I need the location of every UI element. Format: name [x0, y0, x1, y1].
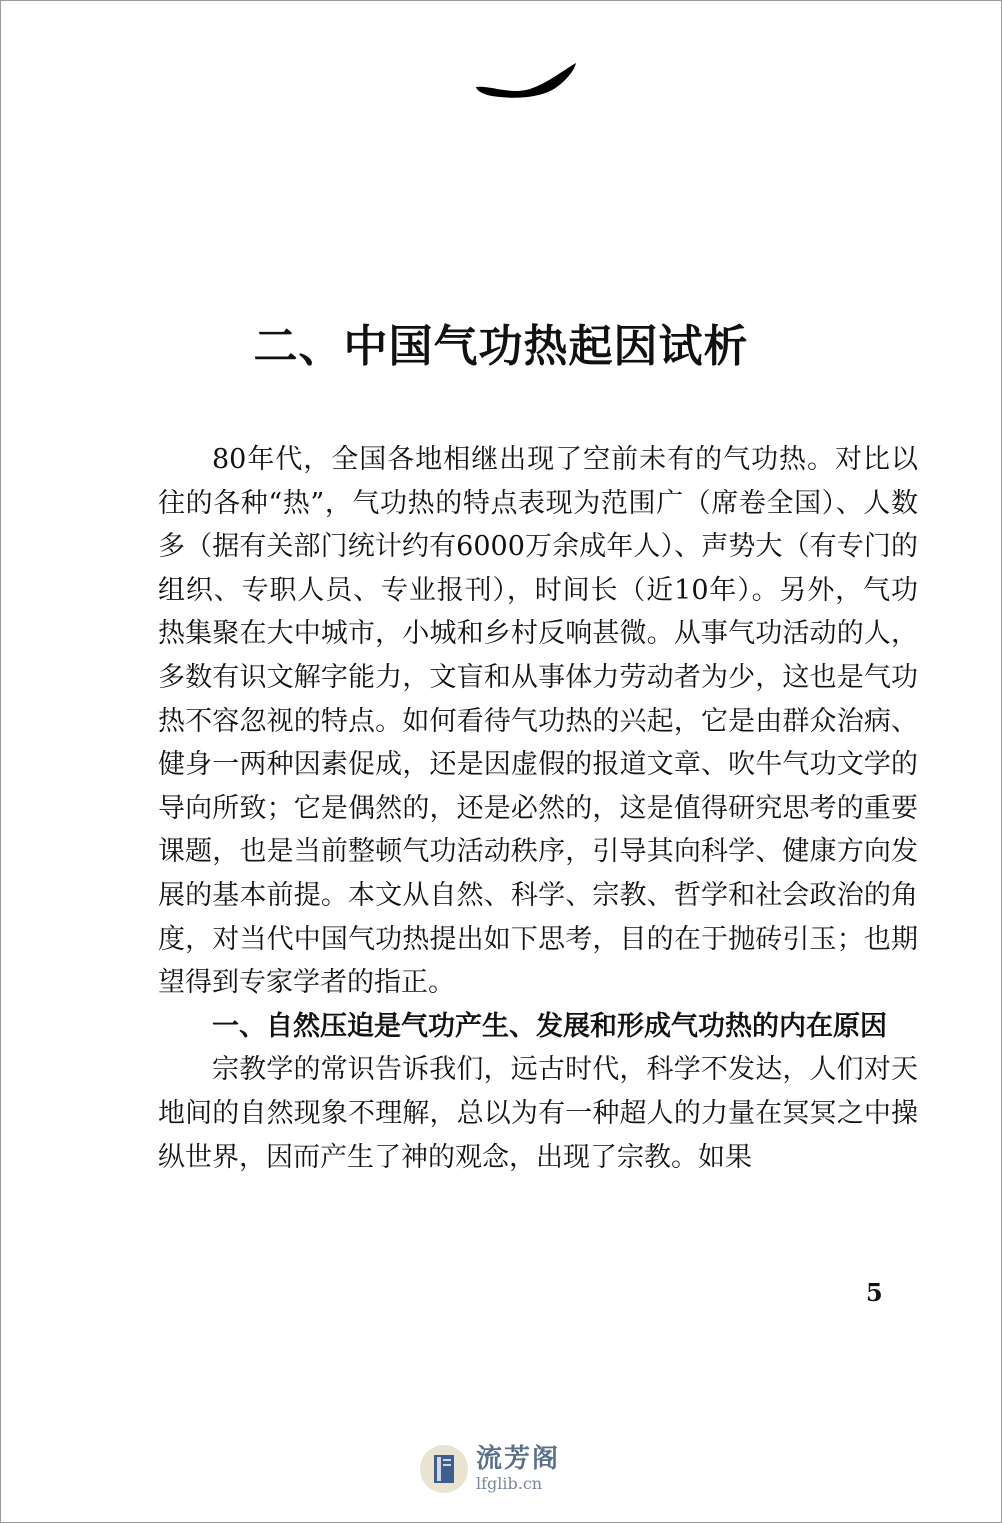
book-icon: [420, 1445, 468, 1493]
section-heading: 一、自然压迫是气功产生、发展和形成气功热的内在原因: [212, 1010, 887, 1042]
chapter-title: 二、中国气功热起因试析: [253, 321, 749, 372]
paragraph: 80年代，全国各地相继出现了空前未有的气功热。对比以往的各种“热”，气功热的特点表现为范围广（席卷全国）、人数多（据有关部门统计约有6000万余成年人）、声势大（有专门的组织、专职人员、专业报刊），时间长（近10年）。另外，气功热集聚在大中城市，小城和乡村反响甚微。从事气功活动的人，多数有识文解字能力，文盲和从事体力劳动者为少，这也是气功热不容忽视的特点。如何看待气功热的兴起，它是由群众治病、健身一两种因素促成，还是因虚假的报道文章、吹牛气功文学的导向所致；它是偶然的，还是必然的，这是值得研究思考的重要课题，也是当前整顿气功活动秩序，引导其向科学、健康方向发展的基本前提。本文从自然、科学、宗教、哲学和社会政治的角度，对当代中国气功热提出如下思考，目的在于抛砖引玉；也期望得到专家学者的指正。: [158, 444, 918, 999]
brush-stroke-ornament: [470, 55, 580, 105]
watermark-name: 流芳阁: [476, 1444, 561, 1474]
page-number: 5: [866, 1278, 883, 1307]
watermark: [420, 1438, 590, 1500]
paragraph: 宗教学的常识告诉我们，远古时代，科学不发达，人们对天地间的自然现象不理解，总以为有一种超人的力量在冥冥之中操纵世界，因而产生了神的观念，出现了宗教。如果: [158, 1054, 918, 1173]
body-text: [158, 438, 918, 1179]
watermark-url: lfglib.cn: [476, 1474, 543, 1493]
